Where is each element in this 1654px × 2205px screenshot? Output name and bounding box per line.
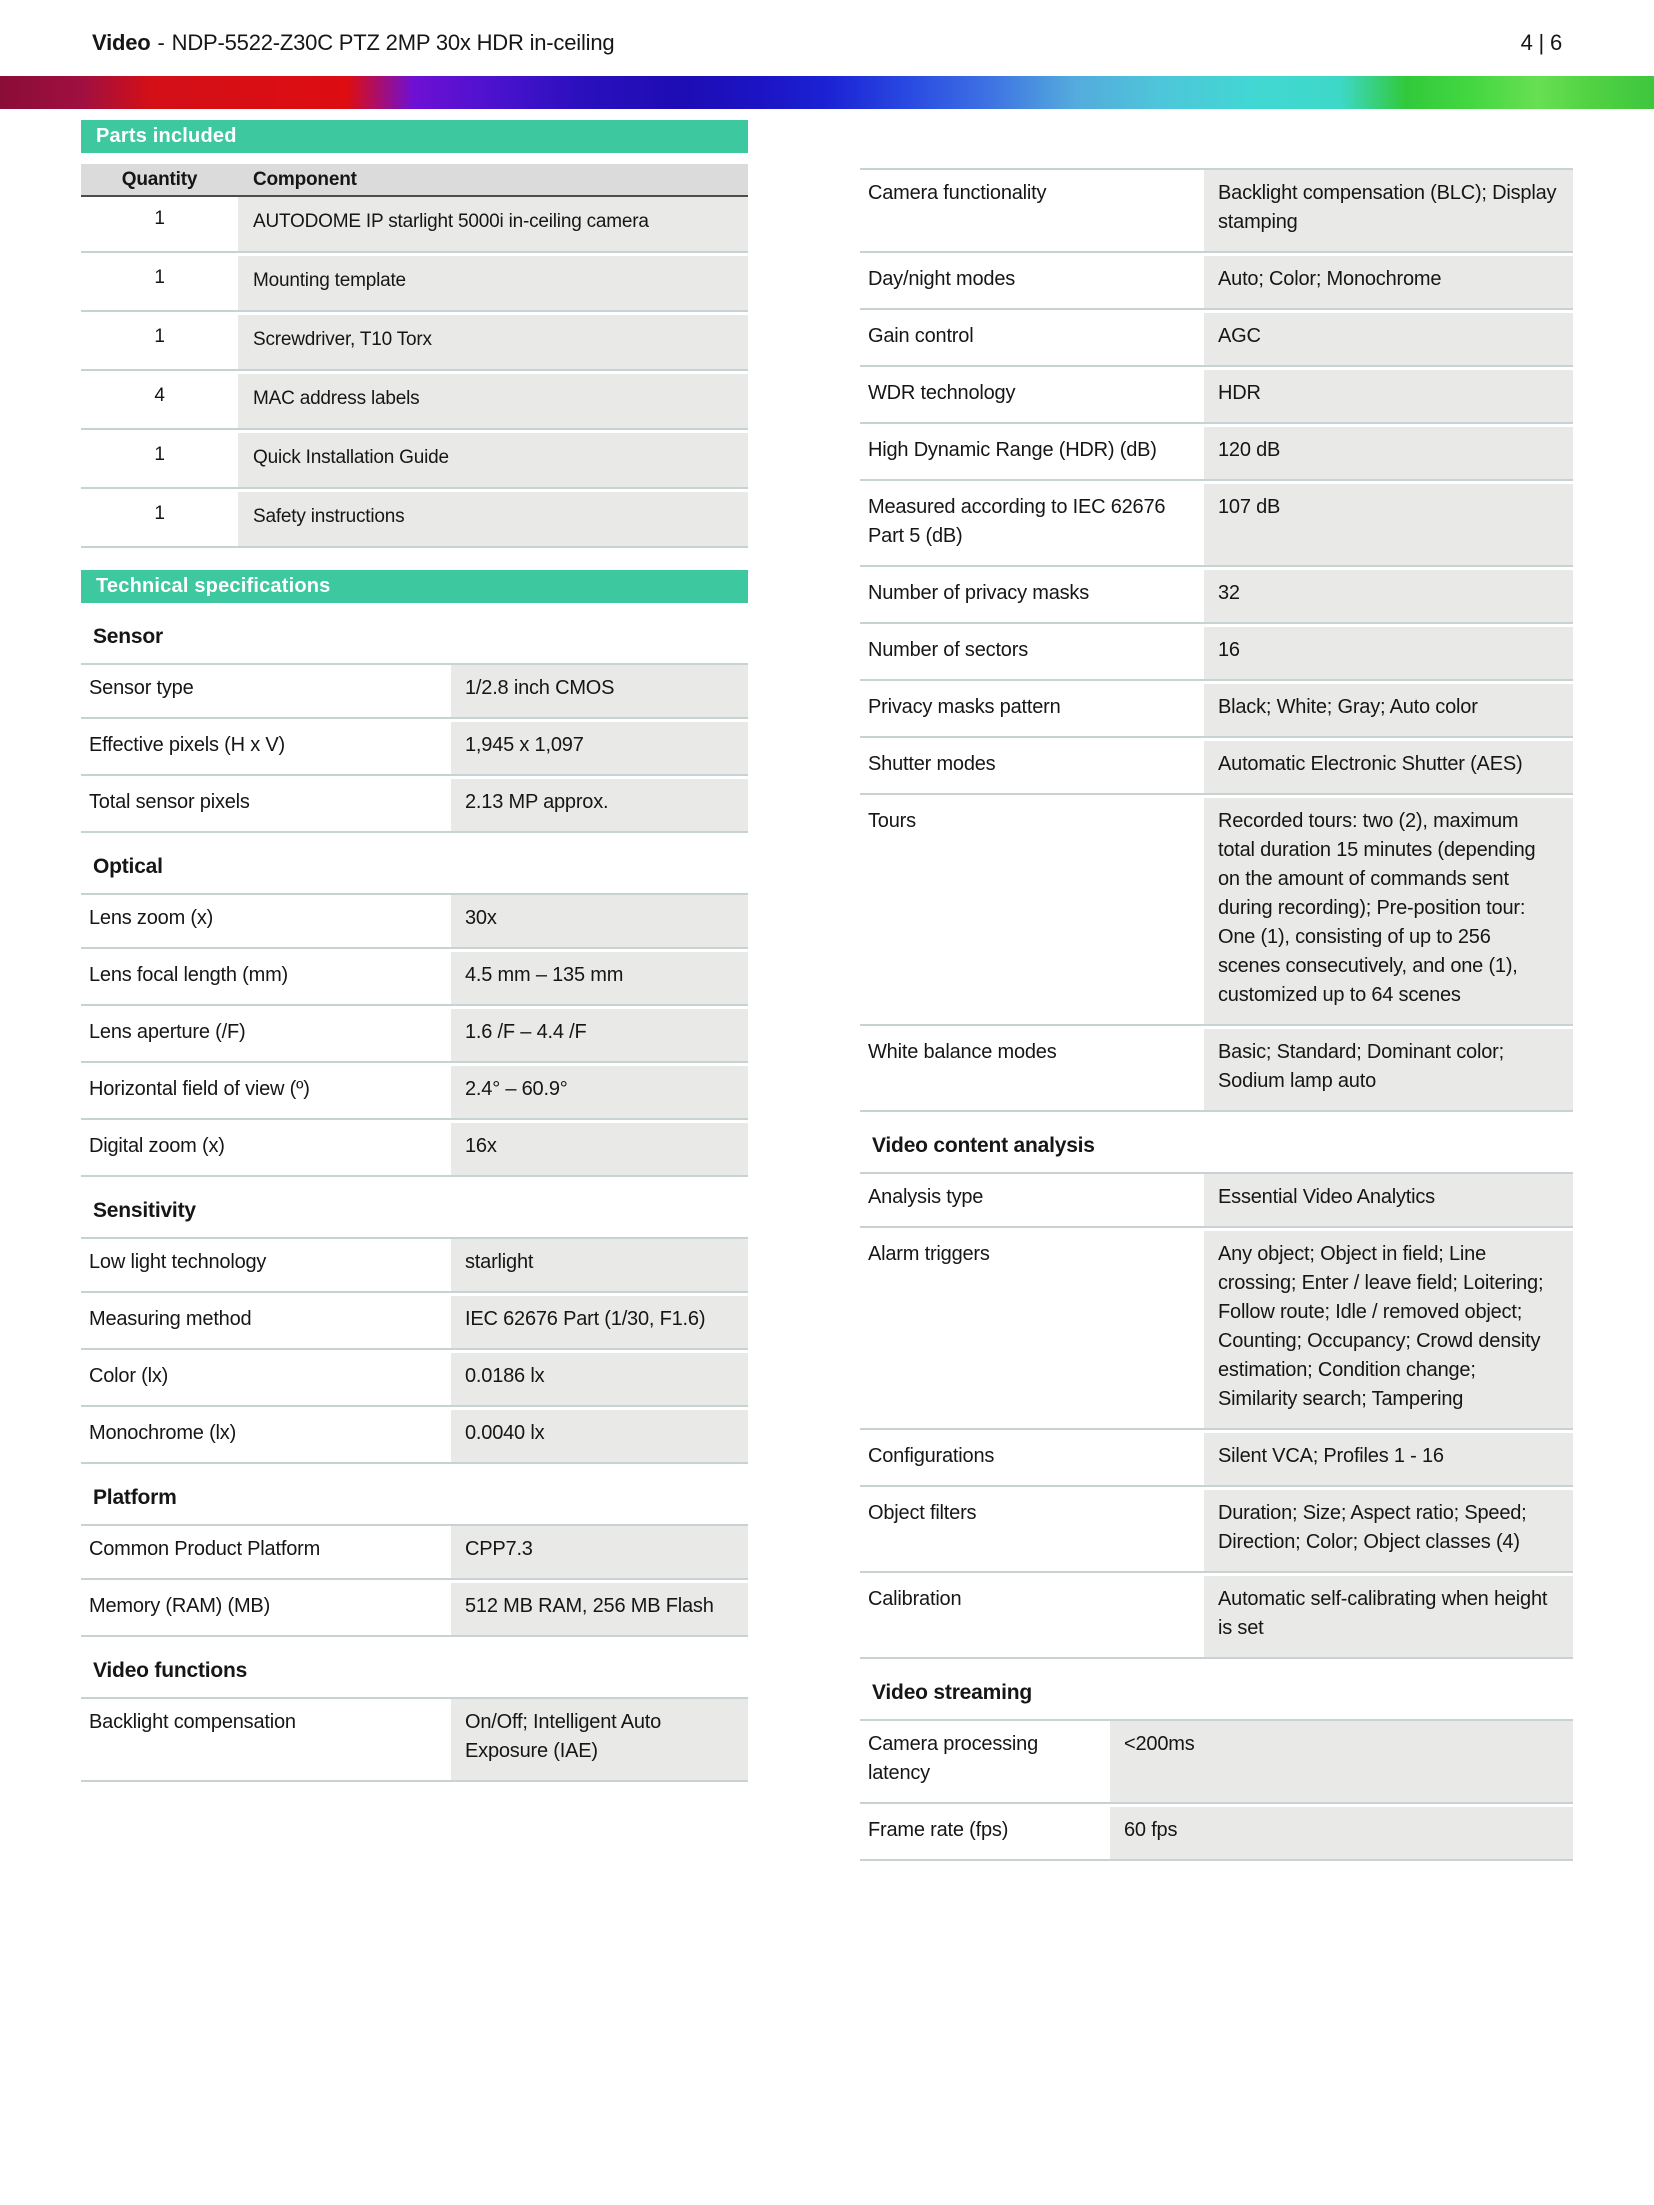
parts-rows [81,197,748,548]
content-columns [0,109,1654,1864]
header-title [92,30,614,56]
spec-label: Sensor type [81,665,451,717]
left-spec-sections [81,625,748,1782]
top-color-bar [0,76,1654,109]
spec-row [860,684,1573,738]
spec-label: Camera functionality [860,170,1204,251]
spec-label: Measuring method [81,1296,451,1348]
spec-value: IEC 62676 Part (1/30, F1.6) [451,1296,748,1348]
spec-table [860,1719,1573,1861]
page-number: 4 | 6 [1520,30,1562,55]
spec-label: Object filters [860,1490,1204,1571]
spec-section [81,1199,748,1464]
spec-table [81,663,748,833]
spec-value: HDR [1204,370,1573,422]
spec-label: Lens aperture (/F) [81,1009,451,1061]
spec-section [860,1134,1573,1659]
spec-row [860,570,1573,624]
spec-table [81,1524,748,1637]
left-column [81,120,748,1864]
spec-section [81,855,748,1177]
parts-table-row [81,256,748,312]
spec-label: Effective pixels (H x V) [81,722,451,774]
spec-label: Shutter modes [860,741,1204,793]
parts-table-row [81,315,748,371]
spec-label: Privacy masks pattern [860,684,1204,736]
spec-label: Monochrome (lx) [81,1410,451,1462]
page-header [0,0,1654,56]
spec-label: Memory (RAM) (MB) [81,1583,451,1635]
spec-value: 1,945 x 1,097 [451,722,748,774]
spec-value: Silent VCA; Profiles 1 - 16 [1204,1433,1573,1485]
spec-row [81,1239,748,1293]
spec-value: 4.5 mm – 135 mm [451,952,748,1004]
spec-row [860,313,1573,367]
spec-label: Analysis type [860,1174,1204,1226]
component-cell: Mounting template [238,256,748,310]
spec-label: Day/night modes [860,256,1204,308]
quantity-cell: 1 [81,315,238,369]
spec-label: Measured according to IEC 62676 Part 5 (dB) [860,484,1204,565]
spec-row [860,1721,1573,1804]
spec-section [81,625,748,833]
parts-table-row [81,492,748,548]
spec-value: 16 [1204,627,1573,679]
spec-row [860,741,1573,795]
spec-row [860,256,1573,310]
component-cell: AUTODOME IP starlight 5000i in-ceiling camera [238,197,748,251]
spec-row [81,1583,748,1637]
section-heading: Sensor [93,625,163,648]
spec-row [860,170,1573,253]
doc-type-label: Video [92,30,151,55]
spec-table [860,1172,1573,1659]
spec-value: 0.0186 lx [451,1353,748,1405]
spec-value: 107 dB [1204,484,1573,565]
spec-label: White balance modes [860,1029,1204,1110]
spec-label: Alarm triggers [860,1231,1204,1428]
spec-value: Basic; Standard; Dominant color; Sodium lamp auto [1204,1029,1573,1110]
section-heading: Video streaming [872,1681,1032,1704]
spec-label: Low light technology [81,1239,451,1291]
spec-value: 0.0040 lx [451,1410,748,1462]
column-header-quantity: Quantity [121,169,198,190]
spec-row [860,1433,1573,1487]
parts-included-banner: Parts included [81,120,748,153]
spec-label: Backlight compensation [81,1699,451,1780]
component-cell: Quick Installation Guide [238,433,748,487]
spec-section [81,1486,748,1637]
spec-section [860,168,1573,1112]
spec-row [81,1526,748,1580]
quantity-cell: 4 [81,374,238,428]
spec-row [81,952,748,1006]
quantity-cell: 1 [81,256,238,310]
spec-value: 2.13 MP approx. [451,779,748,831]
spec-label: High Dynamic Range (HDR) (dB) [860,427,1204,479]
spec-label: Digital zoom (x) [81,1123,451,1175]
section-heading: Video content analysis [872,1134,1095,1157]
spec-label: Frame rate (fps) [860,1807,1110,1859]
spec-label: Lens focal length (mm) [81,952,451,1004]
parts-table-header-row [81,164,748,197]
component-cell: Safety instructions [238,492,748,546]
spec-row [81,1123,748,1177]
spec-row [81,1066,748,1120]
spec-section [81,1659,748,1782]
spec-row [860,1029,1573,1112]
spec-value: Backlight compensation (BLC); Display stamping [1204,170,1573,251]
spec-row [81,722,748,776]
spec-row [81,1410,748,1464]
technical-specifications-banner-wrap [81,570,748,603]
spec-value: Essential Video Analytics [1204,1174,1573,1226]
quantity-cell: 1 [81,433,238,487]
spec-row [860,1807,1573,1861]
section-heading: Sensitivity [93,1199,196,1222]
spec-value: 512 MB RAM, 256 MB Flash [451,1583,748,1635]
spec-row [81,1353,748,1407]
spec-row [81,895,748,949]
spec-value: CPP7.3 [451,1526,748,1578]
spec-row [81,1699,748,1782]
technical-specifications-banner: Technical specifications [81,570,748,603]
spec-label: Number of sectors [860,627,1204,679]
spec-value: starlight [451,1239,748,1291]
spec-value: Automatic Electronic Shutter (AES) [1204,741,1573,793]
spec-label: Lens zoom (x) [81,895,451,947]
spec-value: Auto; Color; Monochrome [1204,256,1573,308]
spec-value: <200ms [1110,1721,1573,1802]
spec-section [860,1681,1573,1861]
parts-table-row [81,433,748,489]
section-heading: Platform [93,1486,177,1509]
spec-row [81,665,748,719]
spec-value: 60 fps [1110,1807,1573,1859]
spec-row [860,798,1573,1026]
spec-value: 32 [1204,570,1573,622]
spec-value: On/Off; Intelligent Auto Exposure (IAE) [451,1699,748,1780]
spec-label: Horizontal field of view (º) [81,1066,451,1118]
spec-value: 30x [451,895,748,947]
right-spec-sections [860,168,1573,1861]
spec-row [860,1490,1573,1573]
section-heading: Optical [93,855,163,878]
spec-label: Camera processing latency [860,1721,1110,1802]
parts-table-row [81,374,748,430]
product-name: NDP-5522-Z30C PTZ 2MP 30x HDR in-ceiling [171,30,615,55]
spec-row [860,1576,1573,1659]
spec-row [860,370,1573,424]
header-separator: - [157,30,165,55]
spec-label: Total sensor pixels [81,779,451,831]
spec-value: 16x [451,1123,748,1175]
spec-value: 120 dB [1204,427,1573,479]
parts-table [81,164,748,548]
spec-value: Black; White; Gray; Auto color [1204,684,1573,736]
spec-value: Automatic self-calibrating when height is set [1204,1576,1573,1657]
spec-row [81,1296,748,1350]
component-cell: MAC address labels [238,374,748,428]
spec-value: 2.4° – 60.9° [451,1066,748,1118]
spec-row [860,484,1573,567]
spec-row [860,1231,1573,1430]
spec-value: 1/2.8 inch CMOS [451,665,748,717]
spec-label: Common Product Platform [81,1526,451,1578]
quantity-cell: 1 [81,492,238,546]
section-heading: Video functions [93,1659,248,1682]
quantity-cell: 1 [81,197,238,251]
spec-table [81,1697,748,1782]
spec-table [860,168,1573,1112]
parts-table-row [81,197,748,253]
spec-row [860,427,1573,481]
spec-table [81,893,748,1177]
spec-row [81,779,748,833]
spec-label: Configurations [860,1433,1204,1485]
spec-label: Gain control [860,313,1204,365]
spec-label: WDR technology [860,370,1204,422]
spec-value: Any object; Object in field; Line crossing; Enter / leave field; Loitering; Follow route; Idle / removed object; Counting; Occupancy; Crowd density estimation; Condition change; Similarity search; Tampering [1204,1231,1573,1428]
spec-label: Calibration [860,1576,1204,1657]
spec-label: Number of privacy masks [860,570,1204,622]
spec-value: Duration; Size; Aspect ratio; Speed; Direction; Color; Object classes (4) [1204,1490,1573,1571]
spec-table [81,1237,748,1464]
spec-value: Recorded tours: two (2), maximum total duration 15 minutes (depending on the amount of commands sent during recording); Pre-position tour: One (1), consisting of up to 256 scenes consecutively, and one (1), customized up to 64 scenes [1204,798,1573,1024]
right-column [860,168,1573,1864]
spec-row [81,1009,748,1063]
spec-row [860,1174,1573,1228]
spec-row [860,627,1573,681]
spec-value: 1.6 /F – 4.4 /F [451,1009,748,1061]
spec-value: AGC [1204,313,1573,365]
column-header-component: Component [253,169,357,190]
spec-label: Color (lx) [81,1353,451,1405]
component-cell: Screwdriver, T10 Torx [238,315,748,369]
spec-label: Tours [860,798,1204,1024]
